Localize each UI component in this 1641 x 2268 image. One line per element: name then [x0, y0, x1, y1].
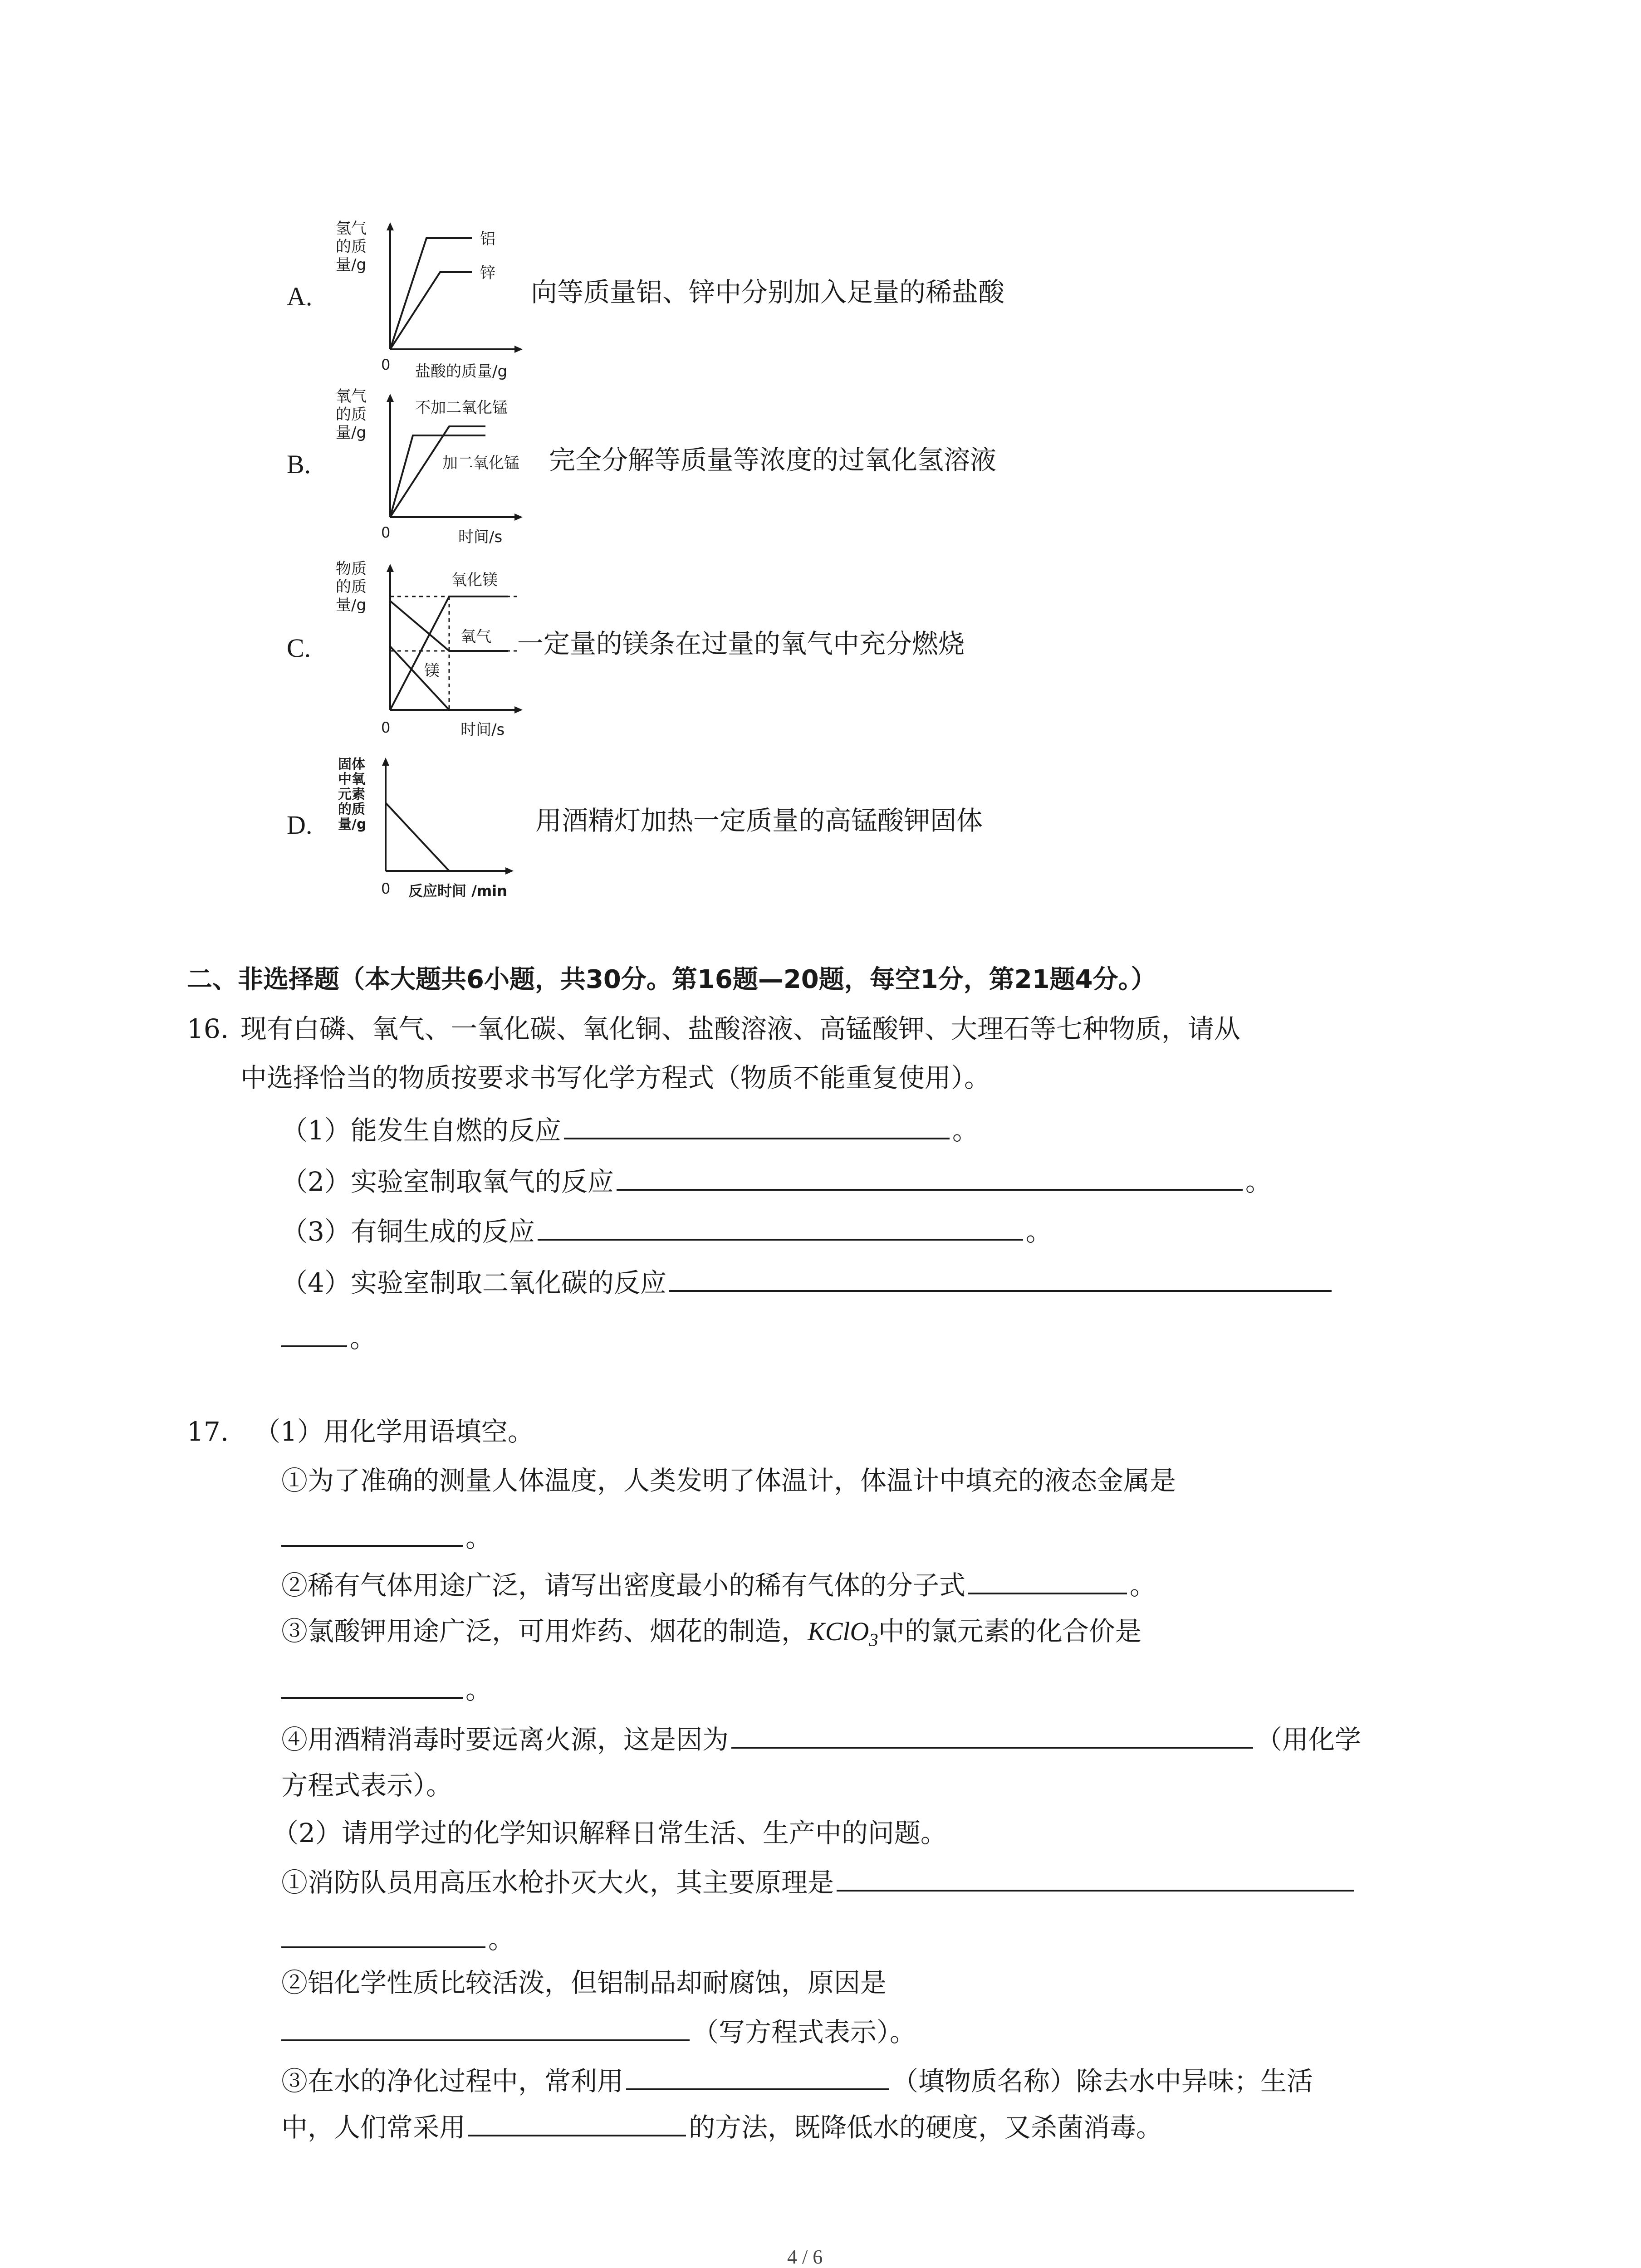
- option-a-graph: [336, 218, 526, 386]
- svg-text:氧化镁: 氧化镁: [451, 571, 498, 589]
- q16-blank-4[interactable]: [669, 1265, 1332, 1292]
- line-label-mno2: 加二氧化锰: [442, 454, 519, 472]
- svg-text:氧气: 氧气: [336, 387, 367, 406]
- q17-blank-metal[interactable]: [281, 1520, 463, 1547]
- option-b-text: 完全分解等质量等浓度的过氧化氢溶液: [549, 445, 997, 475]
- q17-p2-b: ②铝化学性质比较活泼，但铝制品却耐腐蚀，原因是: [281, 1967, 887, 1998]
- svg-text:的质: 的质: [338, 802, 365, 817]
- page-number: 4 / 6: [787, 2246, 823, 2268]
- option-c-label: C.: [287, 633, 311, 663]
- svg-text:的质: 的质: [336, 238, 367, 256]
- line-aluminum: [390, 238, 472, 349]
- q17-p1-a: ①为了准确的测量人体温度，人类发明了体温计，体温计中填充的液态金属是: [281, 1465, 1176, 1496]
- line-with-mno2: [390, 435, 485, 517]
- svg-text:固体: 固体: [338, 757, 365, 772]
- q17-blank-alcohol[interactable]: [731, 1721, 1253, 1749]
- q17-p2-b-cont: （写方程式表示）。: [281, 2014, 916, 2048]
- svg-text:量/g: 量/g: [336, 424, 367, 442]
- svg-text:量/g: 量/g: [336, 256, 367, 274]
- q17-part2-title: （2）请用学过的化学知识解释日常生活、生产中的问题。: [272, 1818, 947, 1848]
- svg-text:镁: 镁: [424, 662, 440, 680]
- line-oxygen-in-solid: [386, 803, 449, 871]
- q17-p1-c: ③氯酸钾用途广泛，可用炸药、烟花的制造，KClO$_3$中的氯元素的化合价是: [281, 1616, 1141, 1650]
- q17-p2-c-line2: 中，人们常采用 的方法，既降低水的硬度，又杀菌消毒。: [281, 2109, 1162, 2144]
- q16-number: 16.: [187, 1013, 229, 1044]
- option-c-graph: [336, 556, 526, 746]
- q17-blank-valence[interactable]: [281, 1672, 463, 1699]
- svg-text:氧气: 氧气: [460, 628, 491, 646]
- q16-item-1: （1）能发生自燃的反应 。: [281, 1112, 979, 1147]
- q16-item-3: （3）有铜生成的反应 。: [281, 1213, 1052, 1248]
- q17-blank-adsorbent[interactable]: [626, 2063, 889, 2090]
- svg-text:时间/s: 时间/s: [460, 721, 505, 739]
- q17-blank-aluminum[interactable]: [281, 2014, 690, 2041]
- option-d-graph: [336, 753, 535, 907]
- svg-text:反应时间 /min: 反应时间 /min: [408, 882, 507, 899]
- q17-blank-firefight[interactable]: [837, 1864, 1354, 1892]
- svg-text:物质: 物质: [336, 560, 367, 578]
- line-label-aluminum: 铝: [480, 230, 495, 248]
- graph-a-y-label: [336, 220, 367, 274]
- option-a-label: A.: [287, 282, 313, 311]
- q17-blank-method[interactable]: [468, 2109, 686, 2136]
- q16-blank-2[interactable]: [617, 1163, 1243, 1191]
- line-magnesium: [390, 646, 449, 710]
- q17-p1-c-cont: 。: [281, 1672, 492, 1706]
- q17-part1-title: （1）用化学用语填空。: [254, 1416, 534, 1447]
- q17-p2-a: ①消防队员用高压水枪扑灭大火，其主要原理是: [281, 1864, 1357, 1899]
- svg-text:氢气: 氢气: [336, 220, 367, 238]
- svg-text:时间/s: 时间/s: [458, 528, 503, 546]
- svg-text:中氧: 中氧: [338, 772, 365, 787]
- option-a-text: 向等质量铝、锌中分别加入足量的稀盐酸: [531, 277, 1005, 308]
- line-label-zinc: 锌: [480, 264, 495, 282]
- section-2-heading: 二、非选择题（本大题共6小题，共30分。第16题—20题，每空1分，第21题4分。）: [187, 965, 1156, 994]
- svg-text:的质: 的质: [336, 406, 367, 424]
- q17-p1-a-cont: 。: [281, 1520, 492, 1554]
- svg-text:0: 0: [381, 719, 391, 736]
- q16-blank-4-cont[interactable]: [281, 1320, 347, 1347]
- svg-text:元素: 元素: [338, 787, 365, 802]
- q17-p1-d: ④用酒精消毒时要远离火源，这是因为 （用化学: [281, 1721, 1361, 1756]
- svg-text:的质: 的质: [336, 578, 367, 596]
- option-c-text: 一定量的镁条在过量的氧气中充分燃烧: [517, 628, 965, 659]
- q17-p2-a-cont: 。: [281, 1921, 514, 1955]
- svg-text:量/g: 量/g: [338, 816, 367, 832]
- graph-a-x-label: 盐酸的质量/g: [415, 362, 508, 381]
- line-label-no-mno2: 不加二氧化锰: [415, 399, 508, 417]
- svg-text:0: 0: [381, 880, 391, 897]
- q16-stem-line1: 现有白磷、氧气、一氧化碳、氧化铜、盐酸溶液、高锰酸钾、大理石等七种物质，请从: [240, 1013, 1241, 1044]
- option-d-label: D.: [287, 810, 313, 840]
- q16-blank-3[interactable]: [538, 1213, 1023, 1241]
- q16-item-4: （4）实验室制取二氧化碳的反应: [281, 1265, 1334, 1299]
- svg-text:量/g: 量/g: [336, 596, 367, 614]
- q17-p1-b: ②稀有气体用途广泛，请写出密度最小的稀有气体的分子式 。: [281, 1567, 1156, 1602]
- option-d-text: 用酒精灯加热一定质量的高锰酸钾固体: [535, 805, 983, 836]
- svg-text:0: 0: [381, 356, 391, 373]
- q16-stem-line2: 中选择恰当的物质按要求书写化学方程式（物质不能重复使用）。: [240, 1062, 991, 1093]
- q17-blank-gas[interactable]: [968, 1567, 1127, 1594]
- q16-blank-1[interactable]: [564, 1112, 950, 1139]
- q17-p2-c: ③在水的净化过程中，常利用 （填物质名称）除去水中异味；生活: [281, 2063, 1313, 2097]
- option-b-graph: [336, 386, 544, 553]
- q17-blank-firefight-cont[interactable]: [281, 1921, 485, 1948]
- q17-number: 17.: [187, 1416, 229, 1447]
- q17-p1-d-line2: 方程式表示）。: [281, 1770, 453, 1801]
- q16-item-4-cont: 。: [281, 1320, 376, 1354]
- q16-item-2: （2）实验室制取氧气的反应 。: [281, 1163, 1272, 1198]
- svg-text:0: 0: [381, 524, 391, 541]
- option-b-label: B.: [287, 450, 311, 479]
